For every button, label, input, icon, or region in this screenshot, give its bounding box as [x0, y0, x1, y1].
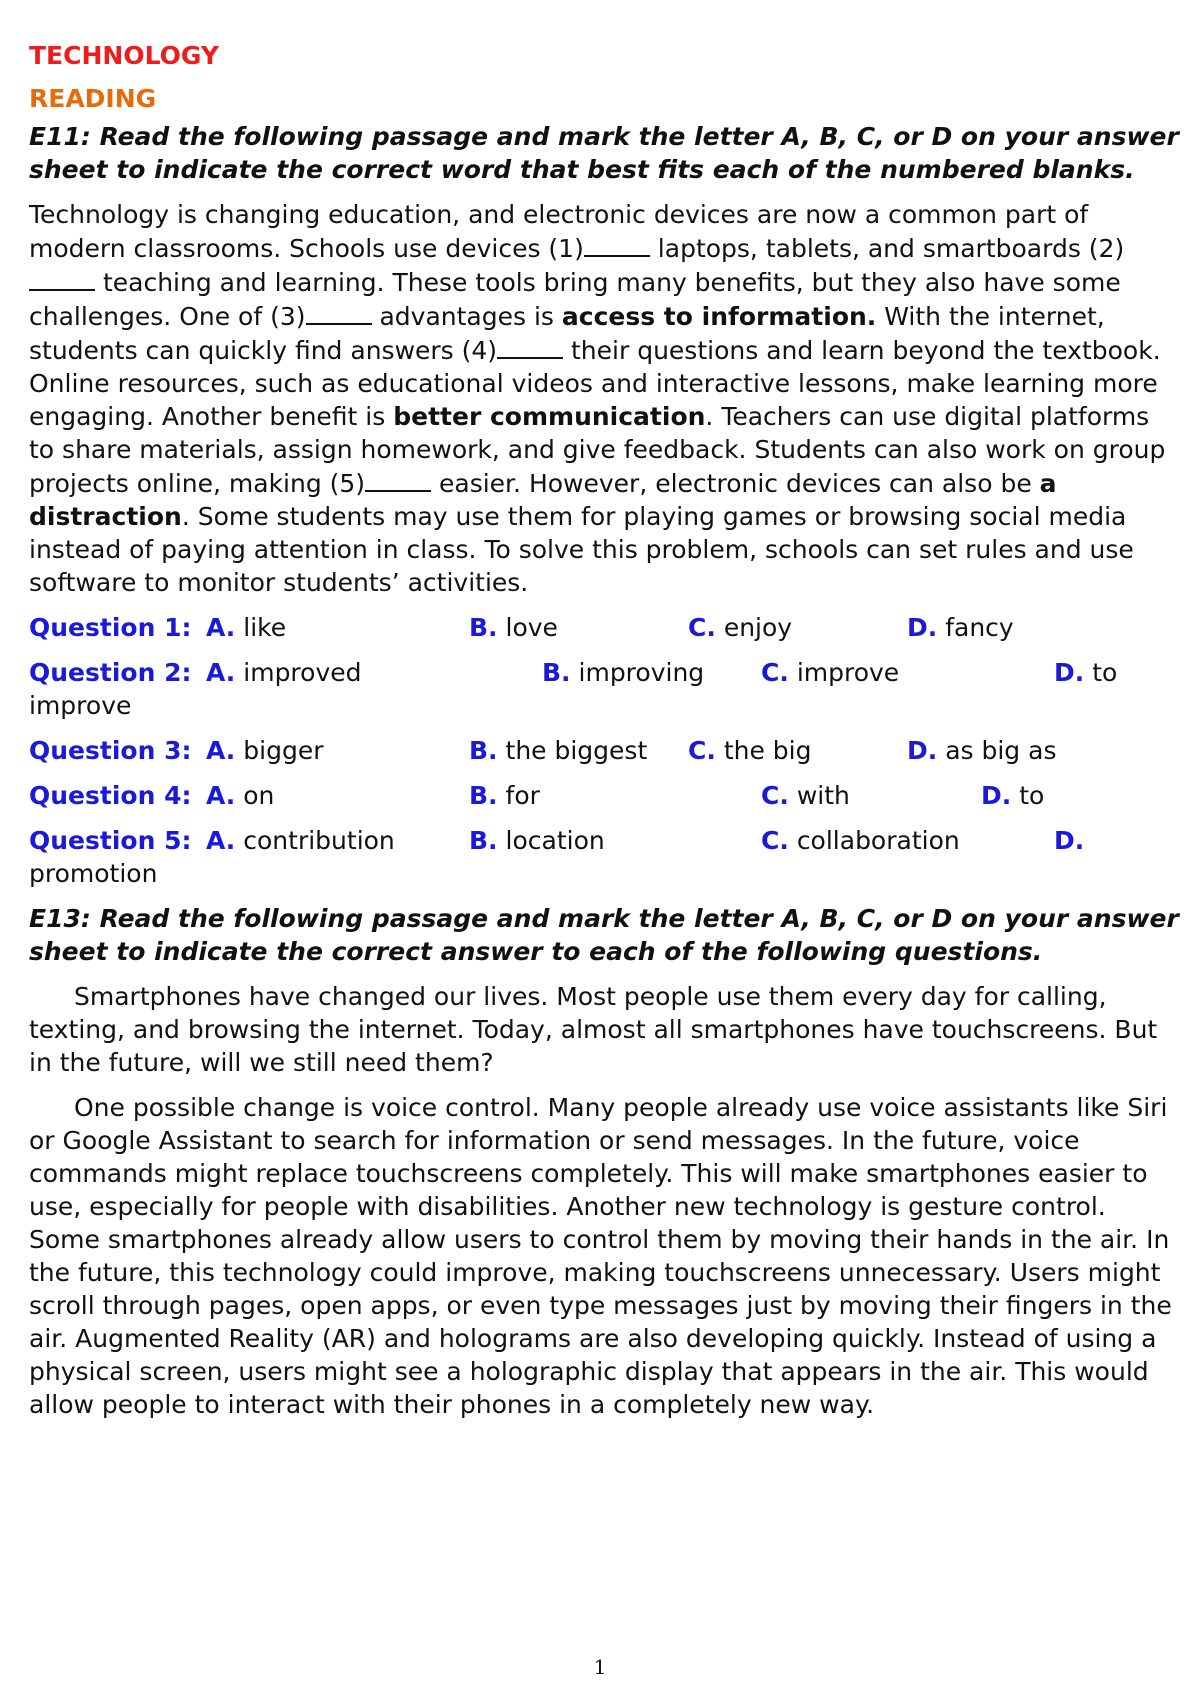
blank-4	[497, 333, 563, 359]
option-a[interactable]: A. improved	[206, 658, 362, 687]
option-d-continuation: improve	[29, 691, 132, 720]
blank-3	[306, 299, 372, 325]
question-1	[29, 611, 1179, 644]
e13-paragraph-2: One possible change is voice control. Many people already use voice assistants like Siri or Google Assistant to search for information or send messages. In the future, voice commands might replace touchscreens completely. This will make smartphones easier to use, especially for people with disabilities. Another new technology is gesture control. Some smartphones already allow users to control them by moving their hands in the air. In the future, this technology could improve, making touchscreens unnecessary. Users might scroll through pages, open apps, or even type messages just by moving their fingers in the air. Augmented Reality (AR) and holograms are also developing quickly. Instead of using a physical screen, users might see a holographic display that appears in the air. This would allow people to interact with their phones in a completely new way.	[29, 1093, 1172, 1419]
option-b[interactable]: B. love	[469, 613, 558, 642]
bold-phrase: a distraction	[29, 469, 1057, 531]
document-page	[29, 34, 1179, 1433]
blank-5	[365, 466, 431, 492]
option-b[interactable]: B. improving	[542, 658, 705, 687]
page-title: TECHNOLOGY	[29, 41, 219, 70]
option-b[interactable]: B. the biggest	[469, 736, 648, 765]
option-a[interactable]: A. like	[206, 613, 287, 642]
e13-instruction: E13: Read the following passage and mark the letter A, B, C, or D on your answer sheet to indicate the correct answer to each of the following questions.	[29, 904, 1179, 966]
option-d[interactable]: D. to	[1054, 658, 1118, 687]
option-c[interactable]: C. collaboration	[761, 826, 960, 855]
blank-1	[584, 231, 650, 257]
bold-phrase: access to information.	[561, 302, 877, 331]
e13-paragraph-1: Smartphones have changed our lives. Most people use them every day for calling, texting, and browsing the internet. Today, almost all smartphones have touchscreens. But in the future, will we still need them?	[29, 982, 1158, 1077]
question-label: Question 4:	[29, 781, 192, 810]
question-4	[29, 779, 1179, 812]
option-c[interactable]: C. with	[761, 781, 850, 810]
option-a[interactable]: A. bigger	[206, 736, 324, 765]
option-d[interactable]: D.	[1054, 826, 1085, 855]
option-d[interactable]: D. to	[981, 781, 1045, 810]
question-5	[29, 824, 1179, 890]
question-label: Question 3:	[29, 736, 192, 765]
option-a[interactable]: A. on	[206, 781, 275, 810]
option-d-continuation: promotion	[29, 859, 158, 888]
section-heading: READING	[29, 84, 157, 113]
option-b[interactable]: B. location	[469, 826, 605, 855]
question-3	[29, 734, 1179, 767]
bold-phrase: better communication	[393, 402, 706, 431]
question-2	[29, 656, 1179, 722]
blank-2	[29, 265, 95, 291]
option-c[interactable]: C. the big	[688, 736, 812, 765]
option-c[interactable]: C. improve	[761, 658, 900, 687]
option-a[interactable]: A. contribution	[206, 826, 395, 855]
option-d[interactable]: D. as big as	[907, 736, 1057, 765]
question-label: Question 1:	[29, 613, 192, 642]
option-d[interactable]: D. fancy	[907, 613, 1014, 642]
e11-instruction: E11: Read the following passage and mark the letter A, B, C, or D on your answer sheet to indicate the correct word that best fits each of the numbered blanks.	[29, 122, 1179, 184]
e11-passage: Technology is changing education, and electronic devices are now a common part of modern classrooms. Schools use devices (1) laptops, tablets, and smartboards (2) teaching and learning. These tools bring many benefits, but they also have some challenges. One of (3) advantages is access to information. With the internet, students can quickly find answers (4) their questions and learn beyond the textbook. Online resources, such as educational videos and interactive lessons, make learning more engaging. Another benefit is better communication. Teachers can use digital platforms to share materials, assign homework, and give feedback. Students can also work on group projects online, making (5) easier. However, electronic devices can also be a distraction. Some students may use them for playing games or browsing social media instead of paying attention in class. To solve this problem, schools can set rules and use software to monitor students’ activities.	[29, 200, 1166, 597]
page-number: 1	[593, 1655, 607, 1679]
question-label: Question 2:	[29, 658, 192, 687]
option-c[interactable]: C. enjoy	[688, 613, 793, 642]
option-b[interactable]: B. for	[469, 781, 540, 810]
question-label: Question 5:	[29, 826, 192, 855]
